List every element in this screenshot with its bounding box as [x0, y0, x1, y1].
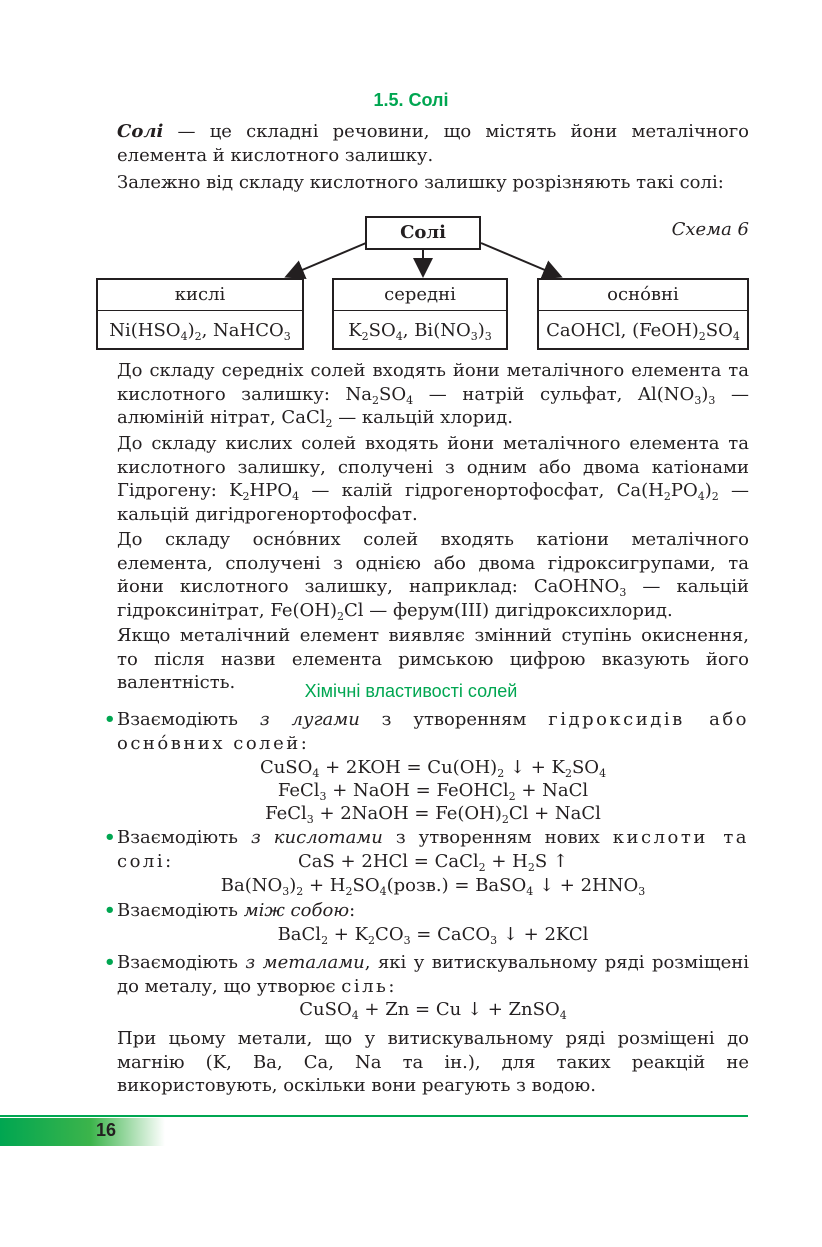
- arrow-right: [481, 243, 559, 276]
- page-tab: [0, 1118, 165, 1146]
- bullet-text: Взаємодіють з металами, які у витискувальному ряді розміщені до металу, що утворює сіль:: [117, 952, 750, 997]
- page-number: 16: [96, 1120, 117, 1140]
- bullet-metals: [104, 951, 749, 998]
- footer-rule: [0, 1115, 748, 1117]
- diagram-box-acid: [96, 278, 304, 350]
- box-example: $Ni(HSO_4)_2$, NaHCO$_3$: [109, 320, 291, 343]
- equation: BaCl$_2$ + $K_2CO_3$ = CaCO$_3$ ↓ + 2KCl: [277, 924, 589, 947]
- properties-heading: Хімічні властивості солей: [304, 681, 518, 701]
- paragraph-valence: Якщо металічний елемент виявляє змінний ступінь окиснення, то після назви елемента римською цифрою вказують його валентність.: [117, 625, 749, 693]
- equation: CuSO$_4$ + $2KOH = Cu(OH)_2$ ↓ + $K_2SO_4$: [259, 757, 607, 780]
- paragraph-basic-salts: До складу осно́вних солей входять катіони металічного елемента, сполучені з однією або двома гідроксигрупами, та йони кислотного залишку, наприклад: CaOHNO$_3$ — кальцій гідроксинітрат, $Fe(OH)_2Cl$ — ферум(ІІІ) дигідроксихлорид.: [117, 529, 749, 623]
- term: Солі: [117, 121, 164, 142]
- section-title: 1.5. Солі: [373, 90, 449, 110]
- equation: $Ba(NO_3)_2$ + $H_2SO_4(розв.)$ = BaSO$_4$ ↓ + $2HNO_3$: [220, 875, 646, 898]
- diagram-root: Солі: [365, 216, 481, 250]
- bullet-each-other: [104, 899, 749, 923]
- equation: CaS + 2HCl = CaCl$_2$ + $H_2S$ ↑: [298, 851, 568, 874]
- definition-text: — це складні речовини, що містять йони металічного елемента й кислотного залишку.: [117, 121, 749, 166]
- box-example: CaOHCl, $(FeOH)_2SO_4$: [546, 320, 740, 343]
- bullet-icon: •: [104, 952, 116, 973]
- bullet-icon: •: [104, 827, 116, 848]
- bullet-icon: •: [104, 709, 116, 730]
- schema-label: Схема 6: [671, 219, 749, 240]
- bullet-text: Взаємодіють між собою:: [117, 900, 356, 921]
- diagram-box-medium: [332, 278, 508, 350]
- equation: CuSO$_4$ + Zn = Cu ↓ + ZnSO$_4$: [299, 999, 567, 1022]
- arrow-left: [288, 243, 366, 276]
- bullet-alkalis: [104, 708, 749, 755]
- box-example: $K_2SO_4$, $Bi(NO_3)_3$: [348, 320, 492, 343]
- closing-paragraph: При цьому метали, що у витискувальному ряді розміщені до магнію (K, Ba, Ca, Na та ін.), для таких реакцій не використовують, оскільки вони реагують з водою.: [117, 1028, 749, 1096]
- equation: FeCl$_3$ + 2NaOH = $Fe(OH)_2Cl$ + NaCl: [265, 803, 601, 826]
- bullet-text: Взаємодіють з лугами з утворенням гідроксидів або осно́вних солей:: [117, 709, 750, 754]
- bullet-text: Взаємодіють з кислотами з утворенням нових кислоти та солі:: [117, 827, 750, 872]
- box-label: кислі: [98, 280, 302, 311]
- intro-line: Залежно від складу кислотного залишку розрізняють такі солі:: [117, 172, 724, 193]
- equation: FeCl$_3$ + NaOH = FeOHCl$_2$ + NaCl: [277, 780, 589, 803]
- bullet-icon: •: [104, 900, 116, 921]
- diagram-box-basic: [537, 278, 749, 350]
- paragraph-medium-salts: До складу середніх солей входять йони металічного елемента та кислотного залишку: $Na_2SO_4$ — натрій сульфат, $Al(NO_3)_3$ — алюміній нітрат, CaCl$_2$ — кальцій хлорид.: [117, 360, 749, 430]
- paragraph-acid-salts: До складу кислих солей входять йони металічного елемента та кислотного залишку, сполучені з одним або двома катіонами Гідрогену: $K_2HPO_4$ — калій гідрогенортофосфат, $Ca(H_2PO_4)_2$ — кальцій дигідрогенортофосфат.: [117, 433, 749, 525]
- box-label: середні: [334, 280, 506, 311]
- box-label: осно́вні: [539, 280, 747, 311]
